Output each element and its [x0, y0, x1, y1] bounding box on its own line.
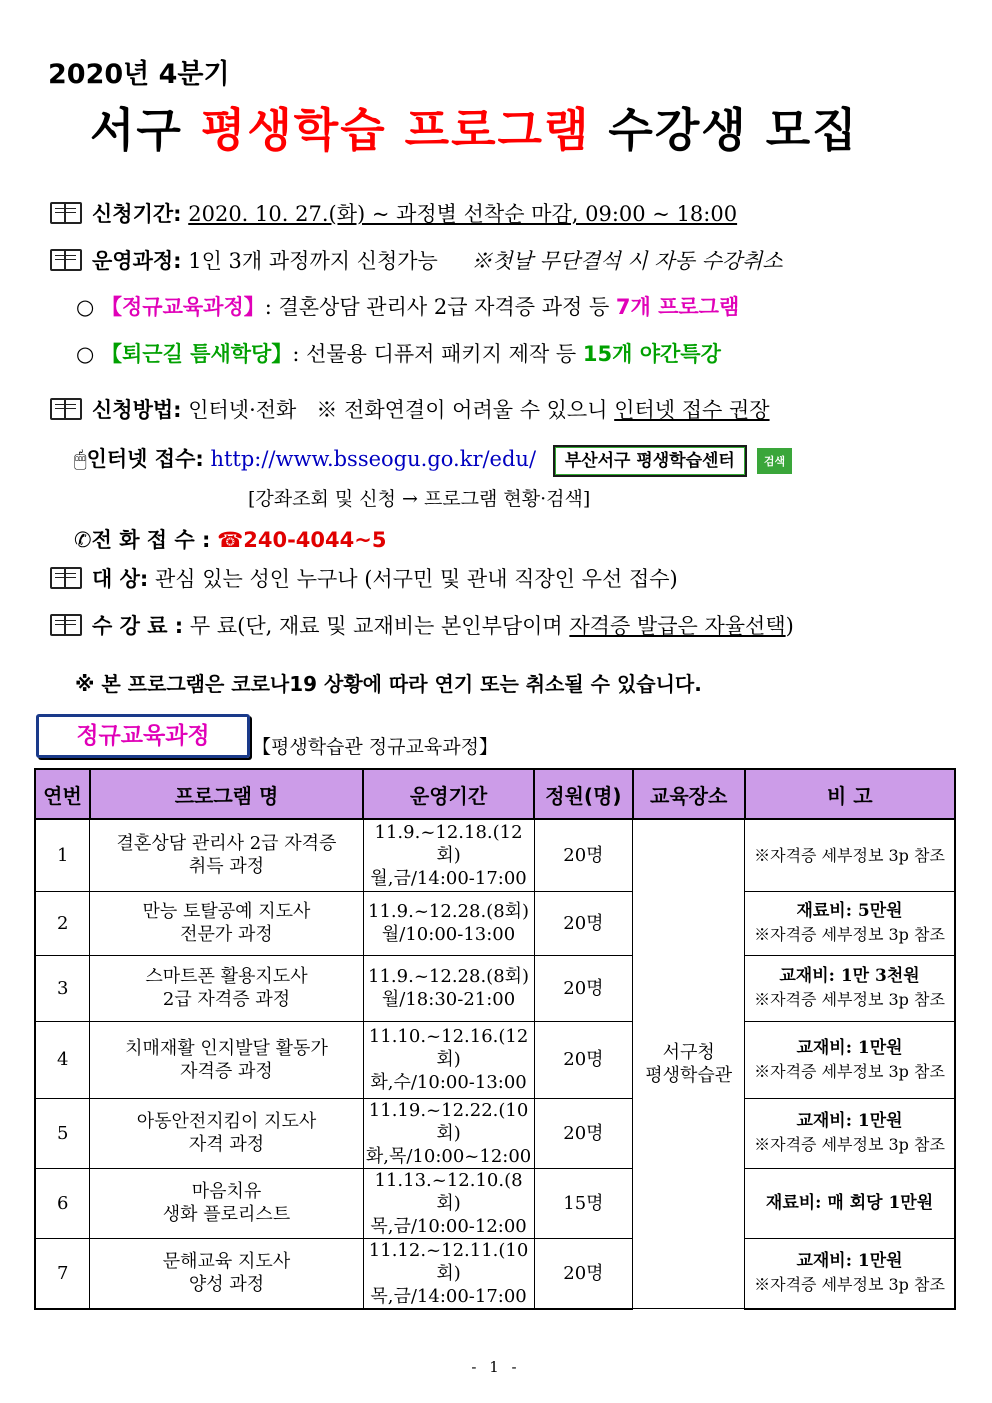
period-dates: 11.9.~12.18.(12회)	[374, 821, 523, 866]
night-course-name: 【퇴근길 틈새학당】	[101, 342, 293, 366]
table-row	[35, 1021, 955, 1098]
row-period	[363, 1098, 534, 1168]
note-reference: ※자격증 세부정보 3p 참조	[754, 925, 945, 944]
row-period	[363, 1021, 534, 1098]
portal-search-field[interactable]: 부산서구 평생학습센터	[553, 445, 747, 477]
title-part1: 서구	[90, 103, 201, 157]
row-program	[90, 1238, 363, 1309]
row-no: 6	[35, 1168, 90, 1238]
method-label: 신청방법:	[92, 398, 182, 422]
course-table	[34, 768, 956, 1310]
section-tag: 정규교육과정	[36, 714, 250, 758]
fee-value-c: )	[785, 614, 794, 638]
period-dates: 11.9.~12.28.(8회)	[368, 901, 530, 922]
target-row	[50, 563, 678, 593]
row-no: 3	[35, 955, 90, 1021]
fee-value-b: 자격증 발급은 자율선택	[569, 614, 786, 638]
table-row	[35, 1098, 955, 1168]
row-program	[90, 819, 363, 891]
row-no: 5	[35, 1098, 90, 1168]
row-capacity: 20명	[534, 1098, 633, 1168]
row-note	[745, 819, 955, 891]
internet-label: 인터넷 접수:	[86, 447, 204, 471]
row-period	[363, 1238, 534, 1309]
period-schedule: 목,금/14:00-17:00	[370, 1285, 527, 1307]
target-label: 대 상:	[92, 567, 149, 591]
program-name-line2: 2급 자격증 과정	[162, 989, 291, 1010]
night-course-desc: : 선물용 디퓨저 패키지 제작 등	[292, 342, 583, 366]
operation-value: 1인 3개 과정까지 신청가능	[188, 249, 438, 273]
note-reference: ※자격증 세부정보 3p 참조	[754, 990, 945, 1009]
night-course-count: 15개 야간특강	[582, 342, 721, 366]
row-program	[90, 1098, 363, 1168]
phone-label: 전 화 접 수 :	[91, 528, 211, 552]
period-dates: 11.13.~12.10.(8회)	[374, 1169, 523, 1214]
apply-period-label: 신청기간:	[92, 202, 182, 226]
table-header-row	[35, 769, 955, 819]
row-note	[745, 955, 955, 1021]
book-icon	[50, 614, 82, 636]
phone-icon: ✆	[74, 528, 92, 552]
note-cost: 교재비: 1만 3천원	[779, 966, 920, 986]
row-no: 2	[35, 891, 90, 955]
row-capacity: 15명	[534, 1168, 633, 1238]
program-name-line1: 문해교육 지도사	[162, 1251, 291, 1272]
regular-course-count: 7개 프로그램	[615, 295, 740, 319]
phone-number: ☎240-4044~5	[217, 528, 387, 552]
note-cost: 교재비: 1만원	[796, 1111, 903, 1131]
program-name-line2: 전문가 과정	[180, 924, 273, 945]
regular-course-row	[76, 291, 739, 321]
apply-period-row	[50, 198, 737, 228]
fee-value-a: 무 료(단, 재료 및 교재비는 본인부담이며	[189, 614, 570, 638]
period-dates: 11.10.~12.16.(12회)	[368, 1026, 529, 1070]
period-dates: 11.12.~12.11.(10회)	[368, 1239, 529, 1284]
period-dates: 11.19.~12.22.(10회)	[368, 1099, 529, 1144]
fee-row	[50, 610, 794, 640]
table-row	[35, 1238, 955, 1309]
note-cost: 교재비: 1만원	[796, 1251, 903, 1271]
header-year: 2020년 4분기	[48, 59, 230, 90]
row-capacity: 20명	[534, 955, 633, 1021]
book-icon	[50, 202, 82, 224]
search-button[interactable]: 검색	[757, 448, 792, 474]
note-reference: ※자격증 세부정보 3p 참조	[754, 1061, 945, 1081]
row-note	[745, 891, 955, 955]
title-highlight: 평생학습 프로그램	[200, 103, 591, 157]
apply-period-value: 2020. 10. 27.(화) ~ 과정별 선착순 마감, 09:00 ~ 18:00	[188, 202, 738, 226]
note-cost: 재료비: 5만원	[796, 901, 903, 921]
period-schedule: 목,금/10:00-12:00	[370, 1215, 527, 1237]
note-reference: ※자격증 세부정보 3p 참조	[754, 845, 945, 865]
row-capacity: 20명	[534, 891, 633, 955]
page-number: - 1 -	[471, 1358, 521, 1376]
table-row	[35, 955, 955, 1021]
book-icon	[50, 249, 82, 271]
regular-course-desc: : 결혼상담 관리사 2급 자격증 과정 등	[264, 295, 616, 319]
row-note	[745, 1168, 955, 1238]
operation-label: 운영과정:	[92, 249, 182, 273]
note-cost: 재료비: 매 회당 1만원	[765, 1192, 934, 1213]
period-schedule: 월/10:00-13:00	[381, 924, 516, 945]
method-note: ※ 전화연결이 어려울 수 있으니	[316, 398, 615, 422]
program-name-line1: 치매재활 인지발달 활동가	[125, 1037, 328, 1059]
circle-bullet-icon: ○	[76, 342, 95, 366]
row-note	[745, 1238, 955, 1309]
title-part3: 수강생 모집	[590, 103, 859, 157]
period-schedule: 화,목/10:00~12:00	[365, 1145, 532, 1167]
table-row	[35, 891, 955, 955]
night-course-row	[76, 338, 721, 368]
program-name-line2: 취득 과정	[188, 856, 265, 878]
phone-row	[74, 524, 386, 554]
row-note	[745, 1098, 955, 1168]
row-location: 서구청 평생학습관	[633, 819, 745, 1309]
method-value: 인터넷·전화	[188, 398, 297, 422]
row-no: 7	[35, 1238, 90, 1309]
row-program	[90, 1168, 363, 1238]
method-row	[50, 394, 770, 424]
mouse-icon: 🖱	[74, 447, 87, 471]
book-icon	[50, 398, 82, 420]
row-capacity: 20명	[534, 1021, 633, 1098]
target-value: 관심 있는 성인 누구나 (서구민 및 관내 직장인 우선 접수)	[154, 567, 678, 591]
program-name-line2: 자격 과정	[188, 1134, 265, 1155]
internet-url[interactable]: http://www.bsseogu.go.kr/edu/	[210, 447, 537, 471]
circle-bullet-icon: ○	[76, 295, 95, 319]
program-name-line2: 자격증 과정	[180, 1060, 273, 1082]
table-row	[35, 819, 955, 891]
row-program	[90, 1021, 363, 1098]
note-reference: ※자격증 세부정보 3p 참조	[754, 1275, 945, 1294]
period-schedule: 월/18:30-21:00	[381, 989, 516, 1010]
program-name-line1: 마음치유	[191, 1181, 262, 1202]
header-no: 연번	[35, 769, 90, 819]
operation-note: ※첫날 무단결석 시 자동 수강취소	[471, 249, 783, 273]
table-row	[35, 1168, 955, 1238]
method-recommend: 인터넷 접수 권장	[614, 398, 770, 422]
period-schedule: 화,수/10:00-13:00	[370, 1072, 527, 1093]
row-period	[363, 819, 534, 891]
row-note	[745, 1021, 955, 1098]
program-name-line2: 양성 과정	[188, 1274, 265, 1295]
operation-row	[50, 245, 783, 275]
program-name-line1: 아동안전지킴이 지도사	[136, 1111, 317, 1132]
regular-course-name: 【정규교육과정】	[101, 295, 265, 319]
row-capacity: 20명	[534, 1238, 633, 1309]
header-program: 프로그램 명	[90, 769, 363, 819]
row-period	[363, 1168, 534, 1238]
program-name-line1: 결혼상담 관리사 2급 자격증	[116, 833, 337, 855]
internet-row	[74, 443, 792, 477]
note-cost: 교재비: 1만원	[796, 1037, 903, 1058]
period-schedule: 월,금/14:00-17:00	[370, 867, 527, 889]
program-name-line2: 생화 플로리스트	[162, 1204, 291, 1225]
page-title	[90, 94, 859, 160]
header-location: 교육장소	[633, 769, 745, 819]
row-period	[363, 955, 534, 1021]
header-period: 운영기간	[363, 769, 534, 819]
row-period	[363, 891, 534, 955]
row-no: 1	[35, 819, 90, 891]
row-program	[90, 891, 363, 955]
fee-label: 수 강 료 :	[92, 614, 184, 638]
internet-path: [강좌조회 및 신청 → 프로그램 현황·검색]	[248, 488, 591, 510]
note-reference: ※자격증 세부정보 3p 참조	[754, 1135, 945, 1154]
period-dates: 11.9.~12.28.(8회)	[368, 966, 530, 987]
header-note: 비 고	[745, 769, 955, 819]
row-no: 4	[35, 1021, 90, 1098]
corona-notice: ※ 본 프로그램은 코로나19 상황에 따라 연기 또는 취소될 수 있습니다.	[75, 672, 702, 696]
program-name-line1: 스마트폰 활용지도사	[145, 966, 308, 987]
program-name-line1: 만능 토탈공예 지도사	[142, 901, 311, 922]
row-capacity: 20명	[534, 819, 633, 891]
book-icon	[50, 567, 82, 589]
section-caption: 【평생학습관 정규교육과정】	[252, 736, 498, 758]
header-capacity: 정원(명)	[534, 769, 633, 819]
row-program	[90, 955, 363, 1021]
